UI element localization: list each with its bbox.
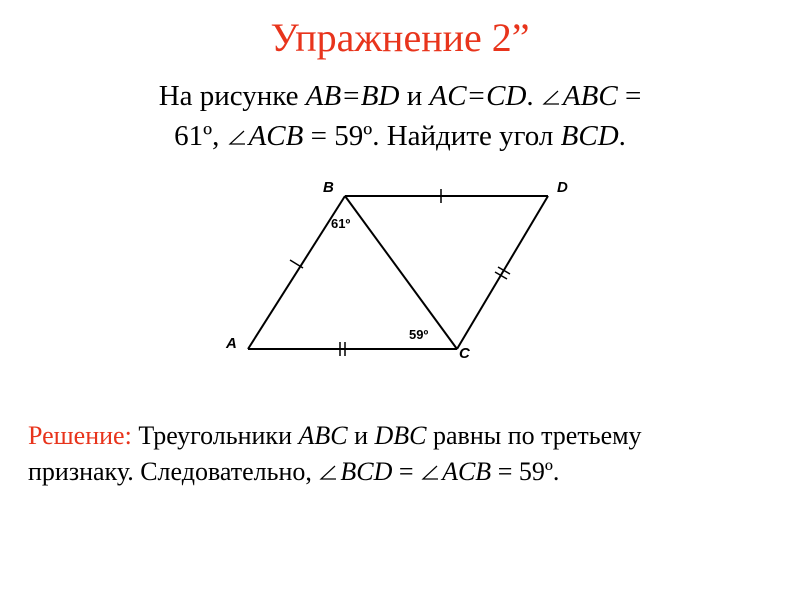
text-fragment: признаку. Следовательно, bbox=[28, 457, 319, 486]
angle-bcd-name: BCD bbox=[340, 457, 393, 486]
solution-label: Решение: bbox=[28, 421, 132, 450]
solution-line-1 bbox=[28, 418, 788, 454]
triangle-dbc-name: DBC bbox=[374, 421, 427, 450]
vertex-b-label: B bbox=[323, 179, 334, 196]
angle-c-label: 59º bbox=[409, 327, 429, 342]
segment-dc bbox=[457, 196, 548, 349]
segment-bc bbox=[345, 196, 457, 349]
angle-acb-name: ACB bbox=[442, 457, 492, 486]
angle-b-label: 61º bbox=[331, 216, 351, 231]
text-fragment: и bbox=[347, 421, 375, 450]
vertex-d-label: D bbox=[557, 179, 568, 196]
angle-result: = 59º. bbox=[491, 457, 560, 486]
equality-ac-cd: AC=CD bbox=[429, 80, 527, 112]
angle-icon bbox=[541, 88, 561, 106]
problem-statement bbox=[0, 76, 800, 156]
equality-ab-bd: AB=BD bbox=[305, 80, 400, 112]
angle-abc-name: ABC bbox=[562, 80, 618, 112]
text-fragment: = bbox=[392, 457, 421, 486]
text-fragment: равны по третьему bbox=[426, 421, 642, 450]
exercise-title: Упражнение 2” bbox=[270, 15, 530, 60]
tick-ab bbox=[290, 260, 303, 268]
text-fragment: = 59º. Найдите угол bbox=[303, 120, 561, 152]
angle-bcd-name: BCD bbox=[560, 120, 619, 152]
text-fragment: . bbox=[618, 120, 626, 152]
tick-dc-1 bbox=[495, 272, 507, 279]
vertex-c-label: C bbox=[459, 345, 470, 362]
problem-line-2 bbox=[0, 116, 800, 156]
segment-ab bbox=[248, 196, 345, 349]
angle-abc-value: 61º, bbox=[174, 120, 227, 152]
solution-line-2 bbox=[28, 454, 788, 490]
text-fragment: На рисунке bbox=[158, 80, 306, 112]
text-fragment: Треугольники bbox=[131, 421, 299, 450]
text-fragment: . bbox=[526, 80, 541, 112]
vertex-a-label: A bbox=[226, 335, 237, 352]
problem-line-1 bbox=[0, 76, 800, 116]
angle-icon bbox=[420, 463, 440, 481]
angle-icon bbox=[318, 463, 338, 481]
angle-acb-name: ACB bbox=[248, 120, 304, 152]
text-fragment: и bbox=[399, 80, 430, 112]
angle-icon bbox=[227, 128, 247, 146]
text-fragment: = bbox=[617, 80, 642, 112]
triangle-abc-name: ABC bbox=[298, 421, 348, 450]
tick-dc-2 bbox=[498, 267, 510, 274]
solution bbox=[28, 418, 788, 490]
